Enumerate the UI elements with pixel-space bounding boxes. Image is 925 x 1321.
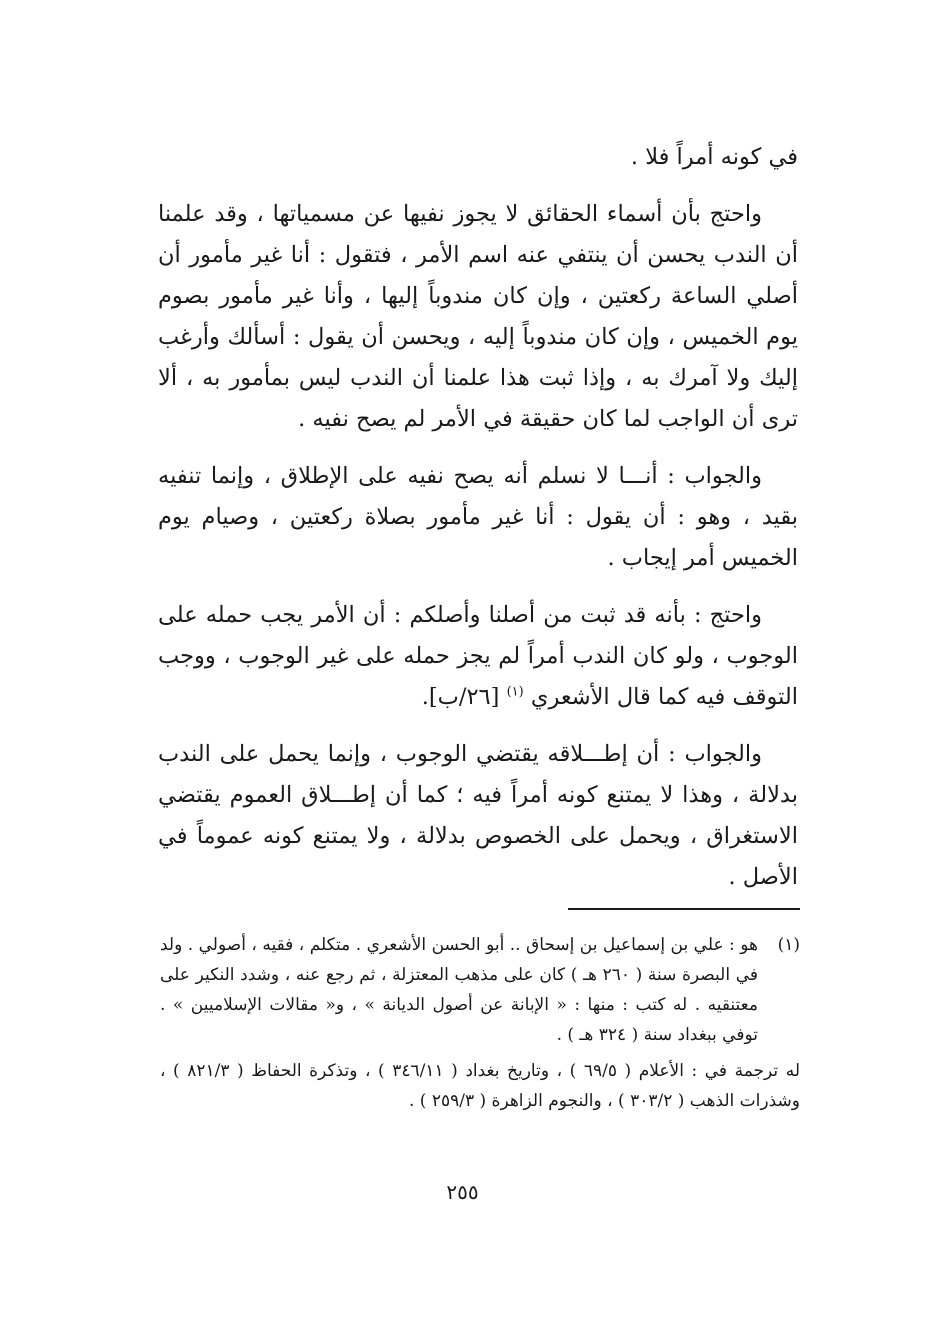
paragraph-2: واحتج بأن أسماء الحقائق لا يجوز نفيها عن مسمياتها ، وقد علمنا أن الندب يحسن أن ينتفي عنه اسم الأمر ، فتقول : أنا غير مأمور أن أصلي الساعة ركعتين ، وإن كان مندوباً إليها ، وأنا غير مأمور بصوم يوم الخميس ، وإن كان مندوباً إليه ، ويحسن أن يقول : أسألك وأرغب إليك ولا آمرك به ، وإذا ثبت هذا علمنا أن الندب ليس بمأمور به ، ألا ترى أن الواجب لما كان حقيقة في الأمر لم يصح نفيه .: [158, 201, 798, 432]
footnote-1: [160, 930, 800, 1050]
paragraph-1: في كونه أمراً فلا .: [630, 144, 798, 170]
paragraph-4: [158, 595, 798, 718]
folio-marker: [٢٦/ب].: [421, 684, 500, 710]
footnote-continuation: له ترجمة في : الأعلام ( ٦٩/٥ ) ، وتاريخ بغداد ( ٣٤٦/١١ ) ، وتذكرة الحفاظ ( ٨٢١/٣ ) ، وشذرات الذهب ( ٣٠٣/٢ ) ، والنجوم الزاهرة ( ٢٥٩/٣ ) .: [160, 1061, 801, 1111]
footnote-separator: [568, 908, 800, 910]
page-number: ٢٥٥: [446, 1180, 479, 1204]
paragraph-4-text: واحتج : بأنه قد ثبت من أصلنا وأصلكم : أن الأمر يجب حمله على الوجوب ، ولو كان الندب أمراً لم يجز حمله على غير الوجوب ، ووجب التوقف فيه كما قال الأشعري: [158, 602, 798, 710]
main-text: [158, 137, 798, 914]
footnotes: [160, 930, 800, 1116]
footnote-reference[interactable]: (١): [506, 684, 524, 700]
paragraph-5: والجواب : أن إطـــلاقه يقتضي الوجوب ، وإنما يحمل على الندب بدلالة ، وهذا لا يمتنع كونه أمراً فيه ؛ كما أن إطـــلاق العموم يقتضي الاستغراق ، ويحمل على الخصوص بدلالة ، ولا يمتنع كونه عموماً في الأصل .: [158, 741, 798, 890]
footnote-text: هو : علي بن إسماعيل بن إسحاق .. أبو الحسن الأشعري . متكلم ، فقيه ، أصولي . ولد في البصرة سنة ( ٢٦٠ هـ ) كان على مذهب المعتزلة ، ثم رجع عنه ، وشدد النكير على معتنقيه . له كتب : منها : « الإبانة عن أصول الديانة » ، و« مقالات الإسلاميين » . توفي ببغداد سنة ( ٣٢٤ هـ ) .: [160, 935, 759, 1045]
footnote-body: [160, 930, 758, 1050]
footnote-number: (١): [777, 935, 800, 955]
paragraph-3: والجواب : أنـــا لا نسلم أنه يصح نفيه على الإطلاق ، وإنما تنفيه بقيد ، وهو : أن يقول : أنا غير مأمور بصلاة ركعتين ، وصيام يوم الخميس أمر إيجاب .: [158, 463, 798, 571]
